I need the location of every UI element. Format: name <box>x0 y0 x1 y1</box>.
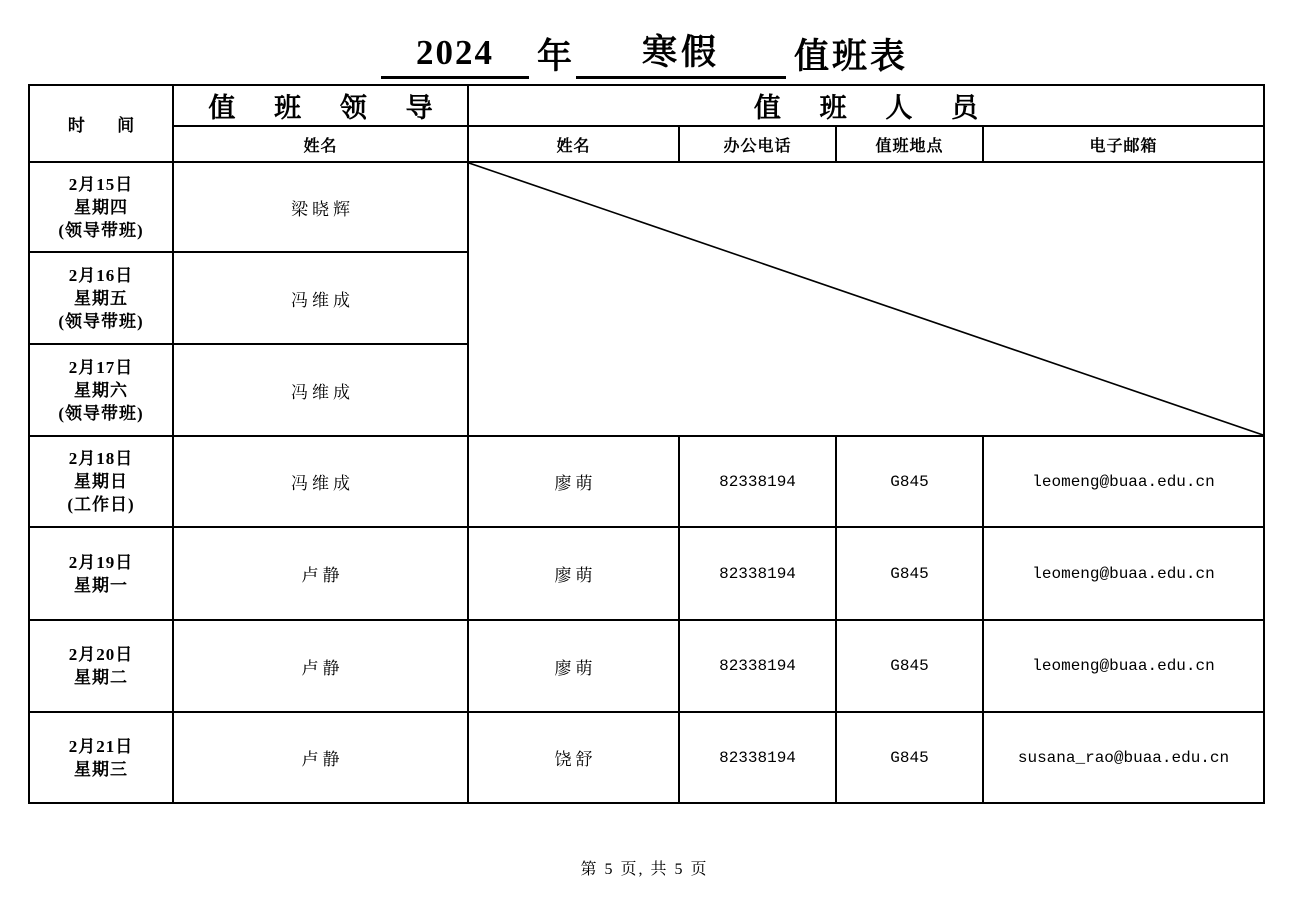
location-cell: G845 <box>836 712 983 803</box>
title-year: 2024 <box>381 31 529 79</box>
date-line: 2月15日 <box>68 174 134 194</box>
date-line: 2月20日 <box>68 645 134 664</box>
header-time: 时 间 <box>29 85 173 162</box>
leader-name-cell: 冯维成 <box>173 344 468 436</box>
leader-name-cell: 卢静 <box>173 620 468 712</box>
table-row <box>29 527 1264 620</box>
table-row <box>29 436 1264 527</box>
table-row <box>29 620 1264 712</box>
header-office-phone: 办公电话 <box>679 126 836 162</box>
phone-cell: 82338194 <box>679 436 836 527</box>
diagonal-line <box>469 163 1263 435</box>
title-term: 寒假 <box>576 31 786 79</box>
weekday-line: 星期一 <box>74 575 128 595</box>
leader-name-cell: 卢静 <box>173 527 468 620</box>
location-cell: G845 <box>836 620 983 712</box>
date-cell <box>29 344 173 436</box>
weekday-line: 星期日 <box>74 472 128 491</box>
leader-name-cell: 冯维成 <box>173 252 468 344</box>
note-line: (领导带班) <box>58 311 144 331</box>
leader-name-cell: 梁晓辉 <box>173 162 468 252</box>
note-line: (领导带班) <box>58 220 144 240</box>
date-line: 2月17日 <box>68 357 134 377</box>
leader-name-cell: 冯维成 <box>173 436 468 527</box>
date-cell <box>29 527 173 620</box>
staff-name-cell: 廖萌 <box>468 527 679 620</box>
email-cell: leomeng@buaa.edu.cn <box>983 620 1264 712</box>
date-cell <box>29 436 173 527</box>
email-cell: leomeng@buaa.edu.cn <box>983 436 1264 527</box>
note-line: (工作日) <box>67 495 135 514</box>
weekday-line: 星期五 <box>74 288 128 308</box>
page-title <box>0 31 1289 79</box>
phone-cell: 82338194 <box>679 527 836 620</box>
weekday-line: 星期四 <box>74 197 128 217</box>
note-line: (领导带班) <box>58 403 144 423</box>
title-suffix: 值班表 <box>794 37 909 76</box>
header-row-groups <box>29 85 1264 126</box>
location-cell: G845 <box>836 436 983 527</box>
duty-schedule-table <box>28 84 1265 804</box>
date-cell <box>29 252 173 344</box>
header-staff-group: 值 班 人 员 <box>468 85 1264 126</box>
location-cell: G845 <box>836 527 983 620</box>
staff-name-cell: 饶舒 <box>468 712 679 803</box>
header-leader-group: 值 班 领 导 <box>173 85 468 126</box>
table-row <box>29 162 1264 252</box>
phone-cell: 82338194 <box>679 712 836 803</box>
date-line: 2月19日 <box>68 552 134 572</box>
date-cell <box>29 620 173 712</box>
header-email: 电子邮箱 <box>983 126 1264 162</box>
staff-name-cell: 廖萌 <box>468 436 679 527</box>
table-row <box>29 712 1264 803</box>
date-line: 2月16日 <box>68 265 134 285</box>
email-cell: leomeng@buaa.edu.cn <box>983 527 1264 620</box>
date-line: 2月18日 <box>68 449 134 468</box>
leader-name-cell: 卢静 <box>173 712 468 803</box>
email-cell: susana_rao@buaa.edu.cn <box>983 712 1264 803</box>
weekday-line: 星期六 <box>74 380 128 400</box>
date-cell <box>29 712 173 803</box>
staff-name-cell: 廖萌 <box>468 620 679 712</box>
header-duty-location: 值班地点 <box>836 126 983 162</box>
header-row-subcolumns <box>29 126 1264 162</box>
header-leader-name: 姓名 <box>173 126 468 162</box>
weekday-line: 星期三 <box>74 759 128 779</box>
merged-empty-cell <box>468 162 1264 436</box>
date-cell <box>29 162 173 252</box>
weekday-line: 星期二 <box>74 668 128 687</box>
header-staff-name: 姓名 <box>468 126 679 162</box>
title-year-label: 年 <box>536 37 572 76</box>
date-line: 2月21日 <box>68 736 134 756</box>
phone-cell: 82338194 <box>679 620 836 712</box>
page-number-footer: 第 5 页, 共 5 页 <box>580 861 709 878</box>
